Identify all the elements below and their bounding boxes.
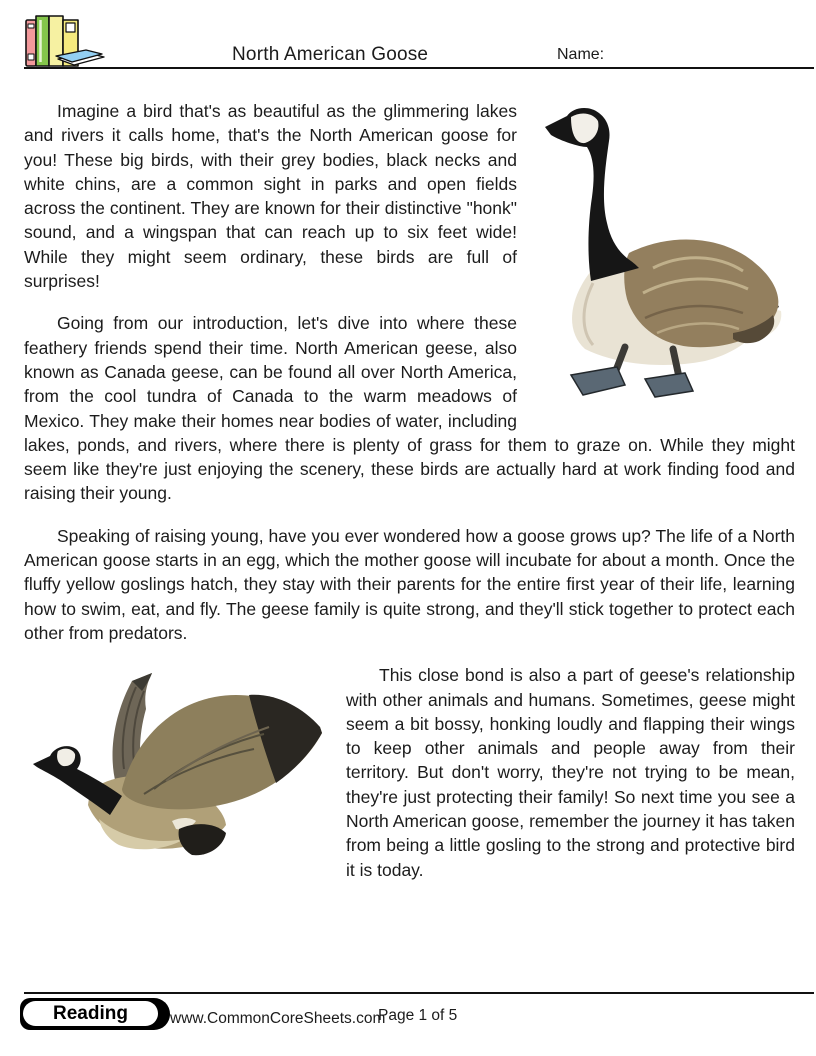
- name-label: Name:: [557, 46, 605, 63]
- article-body: [24, 99, 795, 900]
- paragraph-3: Speaking of raising young, have you ever wondered how a goose grows up? The life of a North American goose starts in an egg, which the mother goose will incubate for about a month. Once the fluffy yellow goslings hatch, they stay with their parents for the entire first year of their life, learning how to swim, eat, and fly. The geese family is quite strong, and they'll stick together to protect each other from predators.: [24, 525, 795, 643]
- books-logo-icon: [24, 12, 108, 68]
- paragraph-2: Going from our introduction, let's dive into where these feathery friends spend their time. North American geese, also known as Canada geese, can be found all over North America, from the cool tundra of Canada to the warm meadows of Mexico. They make their homes near bodies of water, including lakes, ponds, and rivers, where there is plenty of grass for them to graze on. While they might seem like they're just enjoying the scenery, these birds are actually hard at work finding food and raising their young.: [24, 313, 795, 504]
- standing-goose-image: [533, 103, 795, 409]
- paragraph-4: This close bond is also a part of geese's relationship with other animals and humans. Sometimes, geese might seem a bit bossy, honking loudly and flapping their wings to keep other animals and people away from their territory. But don't worry, they're not trying to be mean, they're just protecting their family! So next time you see a North American goose, remember the journey it has taken from being a little gosling to the strong and protective bird it is today.: [346, 665, 795, 880]
- worksheet-title: North American Goose: [232, 44, 429, 65]
- footer-rule: [24, 992, 814, 994]
- reading-badge-label: Reading: [23, 1001, 158, 1026]
- reading-badge: [20, 998, 170, 1030]
- paragraph-1: Imagine a bird that's as beautiful as the glimmering lakes and rivers it calls home, that's the North American goose for you! These big birds, with their grey bodies, black necks and white chins, are a common sight in parks and open fields across the continent. They are known for their distinctive "honk" sound, and a wingspan that can reach up to six feet wide! While they might seem ordinary, these birds are full of surprises!: [24, 101, 517, 292]
- flying-goose-image: [24, 669, 336, 877]
- website-text: www.CommonCoreSheets.com: [170, 1010, 386, 1027]
- name-field[interactable]: [608, 42, 804, 67]
- header-rule: [24, 67, 814, 69]
- page-number: Page 1 of 5: [378, 1007, 458, 1024]
